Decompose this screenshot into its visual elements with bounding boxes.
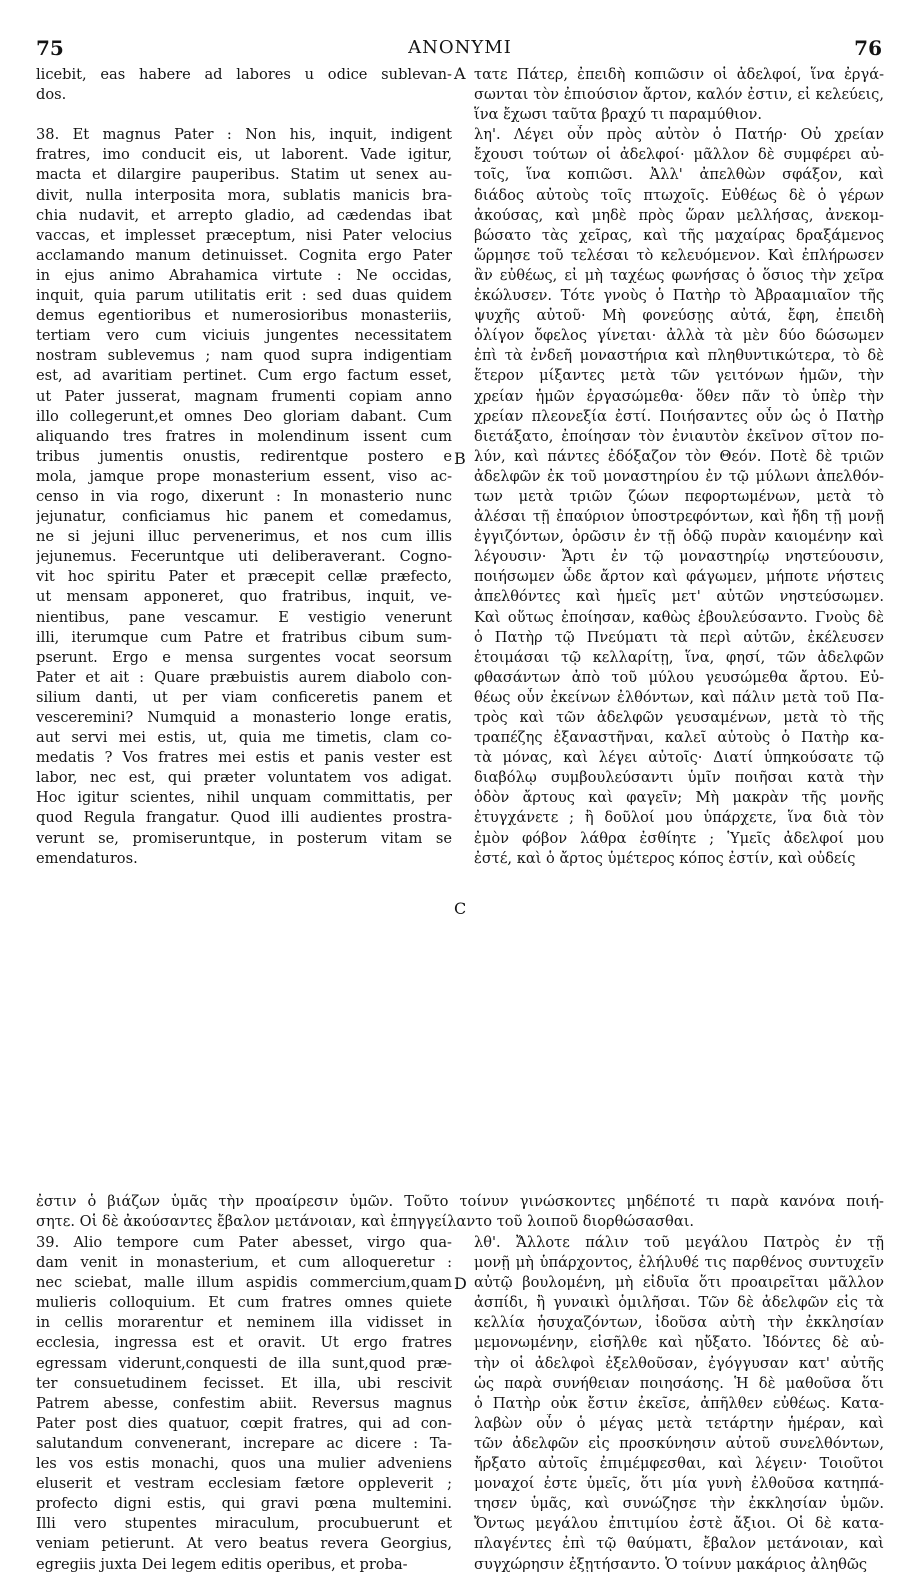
latin-text-line: ecclesia, ingressa est et oravit. Ut ergo fratres [36, 1334, 452, 1352]
latin-text-line: licebit, eas habere ad labores u odice sublevan- [36, 66, 452, 83]
latin-text-line: in cellis morarentur et neminem illa vidisset in [36, 1314, 452, 1332]
greek-text-line: διάδος αὐτοὺς τοῖς πτωχοῖς. Εὐθέως δὲ ὁ γέρων [474, 186, 884, 204]
section-marker-a: A [454, 64, 466, 83]
greek-text-line: ὡς παρὰ συνήθειαν ποιησάσης. Ἡ δὲ μαθοῦσα ὅτι [474, 1374, 884, 1392]
greek-text-line: μεμονωμένην, εἰσῆλθε καὶ ηὔξατο. Ἰδόντες δὲ αὐ- [474, 1334, 884, 1352]
greek-text-line: ἀλέσαι τῇ ἐπαύριον ὑποστρεφόντων, καὶ ἤδη τῇ μονῇ [474, 508, 884, 526]
greek-text-line: διετάξατο, ἐποίησαν τὸν ἐνιαυτὸν ἐκεῖνον σῖτον πο- [474, 427, 884, 445]
greek-column-bottom [474, 1233, 884, 1575]
greek-text-line: λθ'. Ἄλλοτε πάλιν τοῦ μεγάλου Πατρὸς ἐν τῇ [474, 1234, 884, 1251]
latin-text-line: aliquando tres fratres in molendinum issent cum [36, 427, 452, 445]
greek-text-line: ἑτοιμάσαι τῷ κελλαρίτῃ, ἵνα, φησί, τῶν ἀδελφῶν [474, 648, 884, 666]
greek-text-line: των μετὰ τριῶν ζώων πεφορτωμένων, μετὰ τὸ [474, 487, 884, 505]
spanning-text-line: ἐστιν ὁ βιάζων ὑμᾶς τὴν προαίρεσιν ὑμῶν. Τοῦτο τοίνυν γινώσκοντες μηδέποτέ τι παρὰ κανόνα ποιή- [36, 1193, 884, 1210]
greek-text-line: κελλία ἡσυχαζόντων, ἰδοῦσα αὐτὴ τὴν ἐκκλησίαν [474, 1314, 884, 1332]
latin-text-line: 39. Alio tempore cum Pater abesset, virgo qua- [36, 1234, 452, 1251]
greek-text-line: τὰ μόνας, καὶ λέγει αὐτοῖς· Διατί ὑπηκούσατε τῷ [474, 749, 884, 767]
latin-text-line: dam venit in monasterium, et cum alloqueretur : [36, 1254, 452, 1272]
spanning-text-line: σητε. Οἱ δὲ ἀκούσαντες ἔβαλον μετάνοιαν, καὶ ἐπηγγείλαντο τοῦ λοιποῦ διορθώσασθαι. [36, 1213, 695, 1230]
greek-text-line: τῶν ἀδελφῶν εἰς προσκύνησιν αὐτοῦ συνελθόντων, [474, 1434, 884, 1452]
latin-text-line: jejunatur, conficiamus hic panem et comedamus, [36, 508, 452, 526]
latin-text-line: profecto digni estis, qui gravi pœna multemini. [36, 1495, 452, 1513]
latin-text-line: tribus jumentis onustis, redirentque postero e [36, 447, 452, 465]
latin-text-line: mulieris colloquium. Et cum fratres omnes quiete [36, 1294, 452, 1312]
latin-text-line: illo collegerunt,et omnes Deo gloriam dabant. Cum [36, 407, 452, 425]
greek-text-line: ἔχουσι τούτων οἱ ἀδελφοί· μᾶλλον δὲ συμφέρει αὐ- [474, 146, 884, 164]
greek-text-line: μονῇ μὴ ὑπάρχοντος, ἐλήλυθέ τις παρθένος συντυχεῖν [474, 1254, 884, 1272]
latin-text-line: nostram sublevemus ; nam quod supra indigentiam [36, 347, 452, 365]
latin-text-line: vesceremini? Numquid a monasterio longe eratis, [36, 709, 452, 726]
latin-text-line: egressam viderunt,conquesti de illa sunt,quod præ- [36, 1354, 452, 1372]
latin-text-line: vaccas, et implesset præceptum, nisi Pater velocius [36, 226, 452, 244]
latin-text-line: salutandum convenerant, increpare ac dicere : Ta- [36, 1434, 452, 1452]
greek-text-line: ἐστέ, καὶ ὁ ἄρτος ὑμέτερος κόπος ἐστίν, καὶ οὐδείς [474, 849, 856, 867]
greek-text-line: Καὶ οὕτως ἐποίησαν, καθὼς ἐβουλεύσαντο. Γνοὺς δὲ [474, 608, 884, 626]
latin-column-top [36, 65, 452, 869]
greek-text-line: ἀπελθόντες καὶ ἡμεῖς μετ' αὐτῶν νηστεύσωμεν. [474, 588, 884, 606]
greek-text-line: τὴν οἱ ἀδελφοὶ ἐξελθοῦσαν, ἐγόγγυσαν κατ' αὐτῆς [474, 1354, 884, 1372]
latin-text-line: ut mensam apponeret, quo fratribus, inquit, ve- [36, 588, 452, 606]
greek-text-line: χρείαν πλεονεξία ἐστί. Ποιήσαντες οὖν ὡς ὁ Πατὴρ [474, 407, 884, 425]
greek-text-line: συγχώρησιν ἐξῃτήσαντο. Ὁ τοίνυν μακάριος ἀληθῶς [474, 1555, 868, 1573]
greek-text-line: ἐγγιζόντων, ὁρῶσιν ἐν τῇ ὁδῷ πυρὰν καιομένην καὶ [474, 528, 884, 546]
greek-text-line: ὥρμησε τοῦ τελέσαι τὸ κελευόμενον. Καὶ ἐπλήρωσεν [474, 246, 884, 264]
latin-text-line: les vos estis monachi, quos una mulier adveniens [36, 1455, 452, 1473]
greek-text-line: τησεν ὑμᾶς, καὶ συνώζησε τὴν ἐκκλησίαν ὑμῶν. [474, 1495, 884, 1513]
latin-text-line: labor, nec est, qui præter voluntatem vos adigat. [36, 769, 452, 787]
latin-text-line: dos. [36, 86, 67, 104]
latin-text-line: medatis ? Vos fratres mei estis et panis vester est [36, 749, 452, 767]
latin-text-line: eluserit et vestram ecclesiam fætore oppleverit ; [36, 1475, 452, 1493]
greek-text-line: αὐτῷ βουλομένη, μὴ εἰδυῖα ὅτι προαιρεῖται μᾶλλον [474, 1274, 884, 1292]
latin-text-line: demus egentioribus et numerosioribus monasteriis, [36, 307, 452, 325]
greek-column-top [474, 65, 884, 869]
greek-text-line: τρὸς καὶ τῶν ἀδελφῶν γευσαμένων, μετὰ τὸ τῆς [474, 709, 884, 726]
section-marker-d: D [454, 1274, 467, 1293]
greek-text-line: λύν, καὶ πάντες ἐδόξαζον τὸν Θεόν. Ποτὲ δὲ τριῶν [474, 447, 884, 465]
greek-text-line: τραπέζης ἐξαναστῆναι, καλεῖ αὐτοὺς ὁ Πατὴρ κα- [474, 729, 884, 747]
latin-text-line: verunt se, promiseruntque, in posterum vitam se [36, 829, 452, 847]
latin-text-line: nientibus, pane vescamur. E vestigio venerunt [36, 608, 452, 626]
latin-text-line: fratres, imo conducit eis, ut laborent. Vade igitur, [36, 146, 452, 164]
greek-text-line: λη'. Λέγει οὖν πρὸς αὐτὸν ὁ Πατήρ· Οὐ χρείαν [474, 126, 884, 144]
latin-text-line: jejunemus. Feceruntque uti deliberaverant. Cogno- [36, 548, 452, 566]
latin-text-line: pserunt. Ergo e mensa surgentes vocat seorsum [36, 648, 452, 666]
latin-text-line: Patrem abesse, confestim abiit. Reversus magnus [36, 1394, 452, 1412]
greek-text-line: χρείαν ἡμῶν ἐργασώμεθα· ὅθεν πᾶν τὸ ὑπὲρ τὴν [474, 387, 884, 405]
latin-text-line: silium danti, ut per viam conficeretis panem et [36, 688, 452, 706]
greek-text-line: βώσατο τὰς χεῖρας, καὶ τῆς μαχαίρας δραξάμενος [474, 226, 884, 244]
latin-text-line: emendaturos. [36, 849, 138, 867]
greek-text-line: λέγουσιν· Ἄρτι ἐν τῷ μοναστηρίῳ νηστεύουσιν, [474, 548, 884, 566]
greek-text-line: ὁ Πατὴρ οὐκ ἔστιν ἐκεῖσε, ἀπῆλθεν εὐθέως. Κατα- [474, 1394, 884, 1412]
latin-text-line: quod Regula frangatur. Quod illi audientes prostra- [36, 809, 452, 827]
greek-text-line: ποιήσωμεν ὧδε ἄρτον καὶ φάγωμεν, μήποτε νήστεις [474, 568, 884, 586]
latin-text-line: 38. Et magnus Pater : Non his, inquit, indigent [36, 126, 452, 144]
greek-text-line: ἵνα ἔχωσι ταῦτα βραχύ τι παραμύθιον. [474, 106, 763, 124]
greek-text-line: ἕτερον μίξαντες μετὰ τῶν γειτόνων ἡμῶν, τὴν [474, 367, 884, 385]
greek-text-line: τατε Πάτερ, ἐπειδὴ κοπιῶσιν οἱ ἀδελφοί, ἵνα ἐργά- [474, 66, 884, 83]
spanning-line-1 [36, 1192, 884, 1212]
greek-text-line: τοῖς, ἵνα κοπιῶσι. Ἀλλ' ἀπελθὼν σφάξον, καὶ [474, 166, 884, 184]
greek-text-line: ἂν εὐθέως, εἰ μὴ ταχέως φωνήσας ὁ ὅσιος τὴν χεῖρα [474, 266, 884, 284]
greek-text-line: ἐμὸν φόβον λάθρα ἐσθίητε ; Ὑμεῖς ἀδελφοί μου [474, 829, 884, 847]
latin-text-line: egregiis juxta Dei legem editis operibus, et proba- [36, 1555, 408, 1573]
greek-text-line: ὀλίγον ὄφελος γίνεται· ἀλλὰ τὰ μὲν δύο δώσωμεν [474, 327, 884, 345]
greek-text-line: διαβόλῳ συμβουλεύσαντι ὑμῖν ποιῆσαι κατὰ τὴν [474, 769, 884, 787]
greek-text-line: φθασάντων ἀπὸ τοῦ μύλου γευσώμεθα ἄρτου. Εὐ- [474, 668, 884, 686]
greek-text-line: ἐπὶ τὰ ἐνδεῆ μοναστήρια καὶ πληθυντικώτερα, τὸ δὲ [474, 347, 884, 365]
greek-text-line: μοναχοί ἐστε ὑμεῖς, ὅτι μία γυνὴ ἐλθοῦσα κατηπά- [474, 1475, 884, 1493]
greek-text-line: ἀκούσας, καὶ μηδὲ πρὸς ὥραν μελλήσας, ἀνεκομ- [474, 206, 884, 224]
left-page-number: 75 [36, 36, 64, 60]
greek-text-line: ἐτυγχάνετε ; ἢ δοῦλοί μου ὑπάρχετε, ἵνα διὰ τὸν [474, 809, 884, 827]
greek-text-line: λαβὼν οὖν ὁ μέγας μετὰ τετάρτην ἡμέραν, καὶ [474, 1414, 884, 1432]
latin-text-line: ter consuetudinem fecisset. Et illa, ubi rescivit [36, 1374, 452, 1392]
running-title: ANONYMI [408, 37, 512, 58]
latin-text-line: Illi vero stupentes miraculum, procubuerunt et [36, 1515, 452, 1533]
latin-column-bottom [36, 1233, 452, 1575]
latin-text-line: Pater et ait : Quare præbuistis aurem diabolo con- [36, 668, 452, 686]
right-page-number: 76 [854, 36, 882, 60]
latin-text-line: vit hoc spiritu Pater et præcepit cellæ præfecto, [36, 568, 452, 586]
latin-text-line: in ejus animo Abrahamica virtute : Ne occidas, [36, 266, 452, 284]
greek-text-line: ὁ Πατὴρ τῷ Πνεύματι τὰ περὶ αὐτῶν, ἐκέλευσεν [474, 628, 884, 646]
greek-text-line: ψυχῆς αὐτοῦ· Μὴ φονεύσῃς αὐτά, ἔφη, ἐπειδὴ [474, 307, 884, 325]
section-marker-b: B [454, 449, 466, 468]
latin-text-line: censo in via rogo, dixerunt : In monasterio nunc [36, 487, 452, 505]
latin-text-line: ne si jejuni illuc pervenerimus, et nos cum illis [36, 528, 452, 546]
greek-text-line: σωνται τὸν ἐπιούσιον ἄρτον, καλόν ἐστιν, εἰ κελεύεις, [474, 86, 884, 104]
greek-text-line: Ὄντως μεγάλου ἐπιτιμίου ἐστὲ ἄξιοι. Οἱ δὲ κατα- [474, 1515, 884, 1533]
latin-text-line: aut servi mei estis, ut, quia me timetis, clam co- [36, 729, 452, 747]
latin-text-line: tertiam vero cum viciuis jungentes necessitatem [36, 327, 452, 345]
greek-text-line: ὁδὸν ἄρτους καὶ φαγεῖν; Μὴ μακρὰν τῆς μονῆς [474, 789, 884, 807]
greek-text-line: πλαγέντες ἐπὶ τῷ θαύματι, ἔβαλον μετάνοιαν, καὶ [474, 1535, 884, 1553]
latin-text-line: mola, jamque prope monasterium essent, viso ac- [36, 467, 452, 485]
section-marker-c: C [454, 899, 467, 918]
latin-text-line: illi, iterumque cum Patre et fratribus cibum sum- [36, 628, 452, 646]
spanning-line-2 [36, 1212, 884, 1232]
latin-text-line: est, ad avaritiam pertinet. Cum ergo factum esset, [36, 367, 452, 385]
latin-text-line: ut Pater jusserat, magnam frumenti copiam anno [36, 387, 452, 405]
latin-text-line: divit, nulla interposita mora, sublatis manicis bra- [36, 186, 452, 204]
greek-text-line: ἀδελφῶν ἐκ τοῦ μοναστηρίου ἐν τῷ μύλωνι ἀπελθόν- [474, 467, 884, 485]
latin-text-line: nec sciebat, malle illum aspidis commercium,quam [36, 1274, 452, 1292]
latin-text-line: Hoc igitur scientes, nihil unquam committatis, per [36, 789, 452, 807]
greek-text-line: θέως οὖν ἐκείνων ἐλθόντων, καὶ πάλιν μετὰ τοῦ Πα- [474, 688, 884, 706]
latin-text-line [36, 105, 452, 125]
latin-text-line: macta et dilargire pauperibus. Statim ut senex au- [36, 166, 452, 184]
latin-text-line: chia nudavit, et arrepto gladio, ad cædendas ibat [36, 206, 452, 224]
greek-text-line: ἀσπίδι, ἢ γυναικὶ ὁμιλῆσαι. Τῶν δὲ ἀδελφῶν εἰς τὰ [474, 1294, 884, 1312]
greek-text-line: ἐκώλυσεν. Τότε γνοὺς ὁ Πατὴρ τὸ Ἀβρααμιαῖον τῆς [474, 287, 884, 305]
latin-text-line: veniam petierunt. At vero beatus revera Georgius, [36, 1535, 452, 1553]
latin-text-line: acclamando manum detinuisset. Cognita ergo Pater [36, 246, 452, 264]
greek-text-line: ἤρξατο αὐτοῖς ἐπιμέμφεσθαι, καὶ λέγειν· Τοιοῦτοι [474, 1455, 884, 1473]
latin-text-line: Pater post dies quatuor, cœpit fratres, qui ad con- [36, 1414, 452, 1432]
latin-text-line: inquit, quia parum utilitatis erit : sed duas quidem [36, 287, 452, 305]
